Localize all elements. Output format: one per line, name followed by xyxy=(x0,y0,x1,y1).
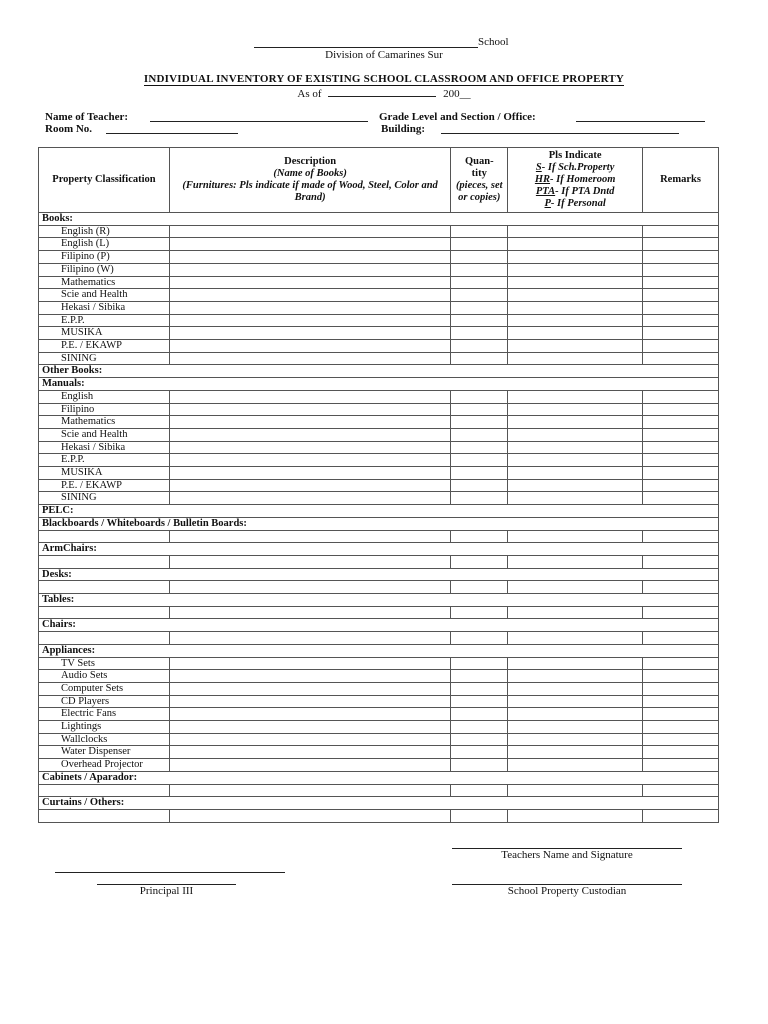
table-row xyxy=(39,721,719,734)
pls-indicate-cell[interactable] xyxy=(508,225,643,238)
teacher-signature-label: Teachers Name and Signature xyxy=(501,849,633,861)
description-cell[interactable] xyxy=(169,314,450,327)
remarks-cell[interactable] xyxy=(643,721,719,734)
table-row xyxy=(39,403,719,416)
remarks-cell[interactable] xyxy=(643,733,719,746)
pls-indicate-cell[interactable] xyxy=(508,809,643,822)
remarks-cell[interactable] xyxy=(643,403,719,416)
property-item-label: CD Players xyxy=(39,695,170,708)
remarks-cell[interactable] xyxy=(643,479,719,492)
description-cell[interactable] xyxy=(169,746,450,759)
description-cell[interactable] xyxy=(169,276,450,289)
table-row xyxy=(39,594,719,607)
section-label: Chairs: xyxy=(39,619,719,632)
property-item-label xyxy=(39,784,170,797)
pls-indicate-cell[interactable] xyxy=(508,657,643,670)
description-cell[interactable] xyxy=(169,670,450,683)
quantity-cell[interactable] xyxy=(451,555,508,568)
quantity-cell[interactable] xyxy=(451,454,508,467)
pls-indicate-cell[interactable] xyxy=(508,276,643,289)
property-item-label: Mathematics xyxy=(39,276,170,289)
pls-indicate-cell[interactable] xyxy=(508,708,643,721)
principal-label: Principal III xyxy=(139,885,194,897)
property-item-label xyxy=(39,632,170,645)
remarks-cell[interactable] xyxy=(643,416,719,429)
property-item-label: Mathematics xyxy=(39,416,170,429)
grade-level-label: Grade Level and Section / Office: xyxy=(379,111,536,123)
property-item-label: Audio Sets xyxy=(39,670,170,683)
pls-indicate-cell[interactable] xyxy=(508,670,643,683)
pls-indicate-cell[interactable] xyxy=(508,454,643,467)
table-row xyxy=(39,530,719,543)
section-label: Curtains / Others: xyxy=(39,797,719,810)
remarks-cell[interactable] xyxy=(643,746,719,759)
as-of-line xyxy=(0,86,768,100)
table-row xyxy=(39,543,719,556)
property-item-label xyxy=(39,809,170,822)
table-row xyxy=(39,505,719,518)
section-label: Other Books: xyxy=(39,365,719,378)
description-cell[interactable] xyxy=(169,733,450,746)
quantity-cell[interactable] xyxy=(451,682,508,695)
table-row xyxy=(39,251,719,264)
property-item-label: Overhead Projector xyxy=(39,759,170,772)
description-cell[interactable] xyxy=(169,454,450,467)
remarks-cell[interactable] xyxy=(643,327,719,340)
property-item-label: E.P.P. xyxy=(39,314,170,327)
pls-indicate-cell[interactable] xyxy=(508,416,643,429)
quantity-cell[interactable] xyxy=(451,606,508,619)
remarks-cell[interactable] xyxy=(643,695,719,708)
quantity-cell[interactable] xyxy=(451,403,508,416)
description-cell[interactable] xyxy=(169,479,450,492)
table-row xyxy=(39,695,719,708)
table-row xyxy=(39,657,719,670)
quantity-cell[interactable] xyxy=(451,276,508,289)
remarks-cell[interactable] xyxy=(643,454,719,467)
description-cell[interactable] xyxy=(169,327,450,340)
teacher-name-field[interactable] xyxy=(150,111,368,122)
table-row xyxy=(39,365,719,378)
col-property-header: Property Classification xyxy=(39,148,170,213)
quantity-cell[interactable] xyxy=(451,733,508,746)
remarks-cell[interactable] xyxy=(643,492,719,505)
remarks-cell[interactable] xyxy=(643,682,719,695)
description-cell[interactable] xyxy=(169,581,450,594)
property-item-label: TV Sets xyxy=(39,657,170,670)
table-row xyxy=(39,263,719,276)
section-label: Manuals: xyxy=(39,378,719,391)
property-item-label xyxy=(39,581,170,594)
property-item-label: SINING xyxy=(39,492,170,505)
section-label: Books: xyxy=(39,213,719,226)
description-cell[interactable] xyxy=(169,428,450,441)
description-cell[interactable] xyxy=(169,492,450,505)
pls-indicate-cell[interactable] xyxy=(508,555,643,568)
table-row xyxy=(39,327,719,340)
table-row xyxy=(39,352,719,365)
pls-indicate-cell[interactable] xyxy=(508,428,643,441)
quantity-cell[interactable] xyxy=(451,289,508,302)
section-label: Blackboards / Whiteboards / Bulletin Boards: xyxy=(39,517,719,530)
description-cell[interactable] xyxy=(169,238,450,251)
remarks-cell[interactable] xyxy=(643,759,719,772)
remarks-cell[interactable] xyxy=(643,225,719,238)
table-row xyxy=(39,340,719,353)
quantity-cell[interactable] xyxy=(451,390,508,403)
col-pls-indicate-header: Pls Indicate S- If Sch.Property HR- If Homeroom PTA- If PTA Dntd P- If Personal xyxy=(508,148,643,213)
description-cell[interactable] xyxy=(169,759,450,772)
remarks-cell[interactable] xyxy=(643,263,719,276)
property-item-label: MUSIKA xyxy=(39,327,170,340)
description-cell[interactable] xyxy=(169,225,450,238)
pls-indicate-cell[interactable] xyxy=(508,340,643,353)
description-cell[interactable] xyxy=(169,695,450,708)
section-label: Cabinets / Aparador: xyxy=(39,771,719,784)
pls-indicate-cell[interactable] xyxy=(508,784,643,797)
pls-indicate-cell[interactable] xyxy=(508,441,643,454)
description-cell[interactable] xyxy=(169,606,450,619)
quantity-cell[interactable] xyxy=(451,581,508,594)
property-item-label: English xyxy=(39,390,170,403)
table-row xyxy=(39,708,719,721)
remarks-cell[interactable] xyxy=(643,251,719,264)
quantity-cell[interactable] xyxy=(451,708,508,721)
table-row xyxy=(39,378,719,391)
remarks-cell[interactable] xyxy=(643,238,719,251)
remarks-cell[interactable] xyxy=(643,606,719,619)
col-description-header: Description (Name of Books) (Furnitures: Pls indicate if made of Wood, Steel, Color and Brand) xyxy=(169,148,450,213)
description-cell[interactable] xyxy=(169,251,450,264)
description-cell[interactable] xyxy=(169,467,450,480)
col-quantity-header: Quan- tity (pieces, set or copies) xyxy=(451,148,508,213)
table-row xyxy=(39,771,719,784)
quantity-cell[interactable] xyxy=(451,479,508,492)
remarks-cell[interactable] xyxy=(643,352,719,365)
room-no-field[interactable] xyxy=(106,123,238,134)
property-item-label: Electric Fans xyxy=(39,708,170,721)
remarks-cell[interactable] xyxy=(643,314,719,327)
pls-indicate-cell[interactable] xyxy=(508,263,643,276)
quantity-cell[interactable] xyxy=(451,467,508,480)
table-row xyxy=(39,301,719,314)
property-item-label xyxy=(39,555,170,568)
pls-indicate-cell[interactable] xyxy=(508,352,643,365)
table-row xyxy=(39,555,719,568)
property-item-label: P.E. / EKAWP xyxy=(39,340,170,353)
remarks-cell[interactable] xyxy=(643,289,719,302)
quantity-cell[interactable] xyxy=(451,340,508,353)
property-item-label: Scie and Health xyxy=(39,428,170,441)
table-row xyxy=(39,606,719,619)
grade-level-field[interactable] xyxy=(576,111,705,122)
description-cell[interactable] xyxy=(169,263,450,276)
table-row xyxy=(39,784,719,797)
remarks-cell[interactable] xyxy=(643,467,719,480)
quantity-cell[interactable] xyxy=(451,530,508,543)
custodian-label: School Property Custodian xyxy=(507,885,627,897)
section-label: Tables: xyxy=(39,594,719,607)
remarks-cell[interactable] xyxy=(643,632,719,645)
table-row xyxy=(39,670,719,683)
remarks-cell[interactable] xyxy=(643,581,719,594)
pls-indicate-cell[interactable] xyxy=(508,314,643,327)
table-row xyxy=(39,492,719,505)
table-row xyxy=(39,314,719,327)
table-row xyxy=(39,568,719,581)
pls-indicate-cell[interactable] xyxy=(508,467,643,480)
description-cell[interactable] xyxy=(169,721,450,734)
building-field[interactable] xyxy=(441,123,679,134)
table-row xyxy=(39,797,719,810)
property-item-label: Hekasi / Sibika xyxy=(39,441,170,454)
quantity-cell[interactable] xyxy=(451,428,508,441)
quantity-cell[interactable] xyxy=(451,657,508,670)
section-label: Appliances: xyxy=(39,644,719,657)
description-cell[interactable] xyxy=(169,403,450,416)
remarks-cell[interactable] xyxy=(643,784,719,797)
quantity-cell[interactable] xyxy=(451,238,508,251)
description-cell[interactable] xyxy=(169,441,450,454)
description-cell[interactable] xyxy=(169,340,450,353)
pls-indicate-cell[interactable] xyxy=(508,581,643,594)
quantity-cell[interactable] xyxy=(451,251,508,264)
description-cell[interactable] xyxy=(169,530,450,543)
pls-indicate-cell[interactable] xyxy=(508,632,643,645)
as-of-label: As of xyxy=(297,88,322,100)
teacher-name-label: Name of Teacher: xyxy=(45,111,129,123)
property-item-label: MUSIKA xyxy=(39,467,170,480)
remarks-cell[interactable] xyxy=(643,340,719,353)
quantity-cell[interactable] xyxy=(451,314,508,327)
description-cell[interactable] xyxy=(169,809,450,822)
property-item-label: English (R) xyxy=(39,225,170,238)
quantity-cell[interactable] xyxy=(451,225,508,238)
remarks-cell[interactable] xyxy=(643,530,719,543)
remarks-cell[interactable] xyxy=(643,657,719,670)
remarks-cell[interactable] xyxy=(643,708,719,721)
remarks-cell[interactable] xyxy=(643,428,719,441)
quantity-cell[interactable] xyxy=(451,352,508,365)
quantity-cell[interactable] xyxy=(451,263,508,276)
property-item-label: English (L) xyxy=(39,238,170,251)
description-cell[interactable] xyxy=(169,682,450,695)
table-row xyxy=(39,213,719,226)
description-cell[interactable] xyxy=(169,555,450,568)
quantity-cell[interactable] xyxy=(451,670,508,683)
remarks-cell[interactable] xyxy=(643,276,719,289)
as-of-year: 200__ xyxy=(443,88,471,100)
table-row xyxy=(39,632,719,645)
pls-indicate-cell[interactable] xyxy=(508,721,643,734)
pls-indicate-cell[interactable] xyxy=(508,390,643,403)
pls-indicate-cell[interactable] xyxy=(508,695,643,708)
remarks-cell[interactable] xyxy=(643,441,719,454)
remarks-cell[interactable] xyxy=(643,301,719,314)
description-cell[interactable] xyxy=(169,784,450,797)
property-item-label: Computer Sets xyxy=(39,682,170,695)
description-cell[interactable] xyxy=(169,301,450,314)
table-row xyxy=(39,517,719,530)
table-row xyxy=(39,225,719,238)
property-item-label: Lightings xyxy=(39,721,170,734)
quantity-cell[interactable] xyxy=(451,327,508,340)
pls-indicate-cell[interactable] xyxy=(508,327,643,340)
pls-indicate-cell[interactable] xyxy=(508,479,643,492)
table-row xyxy=(39,428,719,441)
school-name-line[interactable] xyxy=(254,37,478,48)
pls-indicate-cell[interactable] xyxy=(508,530,643,543)
pls-indicate-cell[interactable] xyxy=(508,492,643,505)
pls-indicate-cell[interactable] xyxy=(508,606,643,619)
property-item-label: P.E. / EKAWP xyxy=(39,479,170,492)
description-cell[interactable] xyxy=(169,657,450,670)
pls-indicate-cell[interactable] xyxy=(508,301,643,314)
property-item-label: Wallclocks xyxy=(39,733,170,746)
pls-indicate-cell[interactable] xyxy=(508,682,643,695)
description-cell[interactable] xyxy=(169,416,450,429)
quantity-cell[interactable] xyxy=(451,492,508,505)
table-row xyxy=(39,467,719,480)
table-row xyxy=(39,390,719,403)
principal-name-line[interactable] xyxy=(55,871,285,873)
remarks-cell[interactable] xyxy=(643,809,719,822)
table-row xyxy=(39,733,719,746)
division-label: Division of Camarines Sur xyxy=(325,49,443,61)
table-row xyxy=(39,644,719,657)
table-row xyxy=(39,581,719,594)
table-row xyxy=(39,746,719,759)
section-label: Desks: xyxy=(39,568,719,581)
school-label: School xyxy=(478,36,509,48)
property-item-label: Scie and Health xyxy=(39,289,170,302)
description-cell[interactable] xyxy=(169,708,450,721)
quantity-cell[interactable] xyxy=(451,784,508,797)
table-row xyxy=(39,238,719,251)
col-remarks-header: Remarks xyxy=(643,148,719,213)
table-row xyxy=(39,619,719,632)
pls-indicate-cell[interactable] xyxy=(508,733,643,746)
property-item-label: Filipino xyxy=(39,403,170,416)
form-title: INDIVIDUAL INVENTORY OF EXISTING SCHOOL CLASSROOM AND OFFICE PROPERTY xyxy=(143,73,625,85)
description-cell[interactable] xyxy=(169,352,450,365)
quantity-cell[interactable] xyxy=(451,721,508,734)
property-item-label xyxy=(39,606,170,619)
quantity-cell[interactable] xyxy=(451,632,508,645)
quantity-cell[interactable] xyxy=(451,301,508,314)
description-cell[interactable] xyxy=(169,632,450,645)
pls-indicate-cell[interactable] xyxy=(508,759,643,772)
table-row xyxy=(39,809,719,822)
property-item-label: Filipino (W) xyxy=(39,263,170,276)
section-label: ArmChairs: xyxy=(39,543,719,556)
building-label: Building: xyxy=(381,123,426,135)
description-cell[interactable] xyxy=(169,390,450,403)
inventory-table xyxy=(38,147,719,823)
description-cell[interactable] xyxy=(169,289,450,302)
quantity-cell[interactable] xyxy=(451,746,508,759)
room-no-label: Room No. xyxy=(45,123,93,135)
table-row xyxy=(39,441,719,454)
quantity-cell[interactable] xyxy=(451,416,508,429)
pls-indicate-cell[interactable] xyxy=(508,746,643,759)
table-row xyxy=(39,416,719,429)
quantity-cell[interactable] xyxy=(451,695,508,708)
as-of-date-field[interactable] xyxy=(328,86,436,97)
property-item-label: Filipino (P) xyxy=(39,251,170,264)
property-item-label: SINING xyxy=(39,352,170,365)
property-item-label xyxy=(39,530,170,543)
property-item-label: E.P.P. xyxy=(39,454,170,467)
table-row xyxy=(39,454,719,467)
section-label: PELC: xyxy=(39,505,719,518)
remarks-cell[interactable] xyxy=(643,390,719,403)
property-item-label: Water Dispenser xyxy=(39,746,170,759)
table-row xyxy=(39,682,719,695)
quantity-cell[interactable] xyxy=(451,809,508,822)
quantity-cell[interactable] xyxy=(451,441,508,454)
remarks-cell[interactable] xyxy=(643,555,719,568)
pls-indicate-cell[interactable] xyxy=(508,289,643,302)
pls-indicate-cell[interactable] xyxy=(508,238,643,251)
table-row xyxy=(39,759,719,772)
property-item-label: Hekasi / Sibika xyxy=(39,301,170,314)
pls-indicate-cell[interactable] xyxy=(508,251,643,264)
table-row xyxy=(39,289,719,302)
table-row xyxy=(39,276,719,289)
table-header-row xyxy=(39,148,719,213)
remarks-cell[interactable] xyxy=(643,670,719,683)
quantity-cell[interactable] xyxy=(451,759,508,772)
pls-indicate-cell[interactable] xyxy=(508,403,643,416)
table-row xyxy=(39,479,719,492)
